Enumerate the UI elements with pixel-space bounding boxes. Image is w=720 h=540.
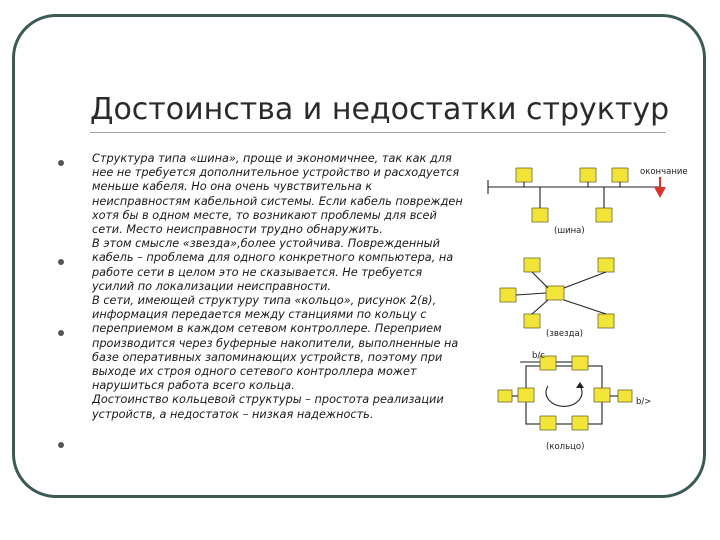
star-topology bbox=[500, 258, 614, 339]
ring-station bbox=[498, 390, 512, 402]
star-label: (звезда) bbox=[546, 329, 583, 339]
ring-node bbox=[572, 416, 588, 430]
ring-direction-arrow bbox=[546, 386, 582, 406]
bullet-1 bbox=[58, 160, 64, 166]
paragraph-ring-summary: Достоинство кольцевой структуры – простота реализации устройств, а недостаток – низкая надежность. bbox=[92, 393, 444, 421]
star-node bbox=[598, 314, 614, 328]
bus-topology bbox=[488, 167, 688, 236]
ring-node bbox=[594, 388, 610, 402]
body-text bbox=[92, 152, 464, 474]
ring-station bbox=[618, 390, 632, 402]
ring-topology bbox=[498, 351, 651, 452]
ring-node bbox=[540, 416, 556, 430]
ring-node bbox=[518, 388, 534, 402]
title-divider bbox=[90, 132, 666, 133]
ring-node bbox=[572, 356, 588, 370]
bus-node bbox=[596, 208, 612, 222]
star-hub bbox=[546, 286, 564, 300]
bullet-2 bbox=[58, 259, 64, 265]
ring-out-label: b/> bbox=[636, 397, 652, 407]
star-node bbox=[524, 314, 540, 328]
bus-node bbox=[580, 168, 596, 182]
ring-loop bbox=[526, 366, 602, 424]
bullet-4 bbox=[58, 442, 64, 448]
terminator-label: окончание bbox=[640, 167, 688, 177]
bus-node bbox=[532, 208, 548, 222]
slide-title: Достоинства и недостатки структур bbox=[90, 92, 670, 127]
paragraph-star: В этом смысле «звезда»,более устойчива. Поврежденный кабель – проблема для одного конкретного компьютера, на работе сети в целом это не сказывается. Не требуется усилий по локализации неисправности. bbox=[92, 237, 454, 293]
ring-in-label: b/c bbox=[532, 351, 545, 361]
bus-label: (шина) bbox=[554, 226, 585, 236]
topology-diagram bbox=[480, 150, 712, 470]
paragraph-ring: В сети, имеющей структуру типа «кольцо», рисунок 2(в), информация передается между станциями по кольцу с переприемом в каждом сетевом контроллере. Переприем производится через буферные накопители, выполненные на базе оперативных запоминающих устройств, поэтому при выходе их строя одного сетевого контроллера может нарушиться работа всего кольца. bbox=[92, 294, 459, 393]
ring-label: (кольцо) bbox=[546, 442, 585, 452]
bus-node bbox=[516, 168, 532, 182]
bullet-3 bbox=[58, 330, 64, 336]
star-node bbox=[598, 258, 614, 272]
terminator-arrow-icon bbox=[654, 187, 666, 198]
star-node bbox=[524, 258, 540, 272]
star-node bbox=[500, 288, 516, 302]
bus-node bbox=[612, 168, 628, 182]
paragraph-bus: Структура типа «шина», проще и экономичнее, так как для нее не требуется дополнительное устройство и расходуется меньше кабеля. Но она очень чувствительна к неисправностям кабельной системы. Если кабель поврежден хотя бы в одном месте, то возникают проблемы для всей сети. Место неисправности трудно обнаружить. bbox=[92, 152, 463, 237]
